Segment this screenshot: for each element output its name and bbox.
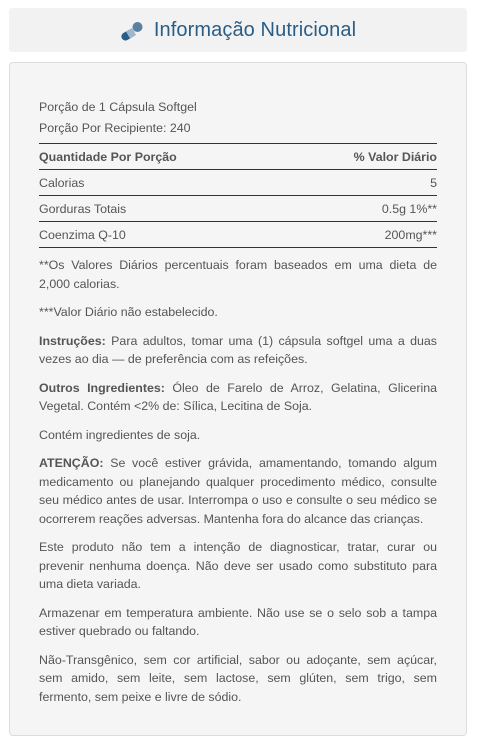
- section-title: Informação Nutricional: [153, 18, 357, 41]
- section-header: [9, 8, 467, 52]
- nutrient-name: Calorias: [39, 170, 287, 196]
- daily-values-note: **Os Valores Diários percentuais foram baseados em uma dieta de 2,000 calorias.: [39, 258, 437, 291]
- nutrient-name: Gorduras Totais: [39, 196, 287, 222]
- column-header-amount: Quantidade Por Porção: [39, 144, 287, 170]
- servings-per-container: Porção Por Recipiente: 240: [39, 121, 191, 135]
- nutrition-panel: [9, 62, 467, 736]
- nutrition-facts-table: [39, 143, 437, 248]
- table-row: [39, 170, 437, 196]
- serving-size: Porção de 1 Cápsula Softgel: [39, 100, 197, 114]
- nutrient-value: 0.5g 1%**: [287, 196, 437, 222]
- warning-label: ATENÇÃO:: [39, 456, 104, 470]
- disclaimer-paragraph: Este produto não tem a intenção de diagnosticar, tratar, curar ou prevenir nenhuma doença. Não deve ser usado como substituto para uma dieta variada.: [39, 540, 437, 591]
- warning-text: Se você estiver grávida, amamentando, tomando algum medicamento ou planejando qualquer procedimento médico, consulte seu médico antes de usar. Interrompa o uso e consulte o seu médico se ocorrerem reações adversas. Mantenha fora do alcance das crianças.: [39, 456, 437, 526]
- nutrient-value: 200mg***: [287, 222, 437, 248]
- table-row: [39, 222, 437, 248]
- ingredients-text: Óleo de Farelo de Arroz, Gelatina, Glicerina Vegetal. Contém <2% de: Sílica, Lecitina de Soja.: [39, 380, 437, 413]
- column-header-daily-value: % Valor Diário: [287, 144, 437, 170]
- not-established-note: ***Valor Diário não estabelecido.: [39, 305, 218, 319]
- free-of-paragraph: Não-Transgênico, sem cor artificial, sabor ou adoçante, sem açúcar, sem amido, sem leite, sem lactose, sem glúten, sem trigo, sem fermento, sem peixe e livre de sódio.: [39, 652, 437, 704]
- instructions-label: Instruções:: [39, 333, 106, 348]
- nutrient-name: Coenzima Q-10: [39, 222, 287, 248]
- ingredients-paragraph: [39, 379, 437, 416]
- ingredients-label: Outros Ingredientes:: [39, 380, 165, 395]
- notes-section: [39, 256, 437, 706]
- warning-paragraph: [39, 454, 437, 528]
- instructions-paragraph: [39, 332, 437, 369]
- table-row: [39, 196, 437, 222]
- soy-note: Contém ingredientes de soja.: [39, 427, 201, 442]
- storage-paragraph: Armazenar em temperatura ambiente. Não use se o selo sob a tampa estiver quebrado ou faltando.: [39, 605, 437, 638]
- nutrient-value: 5: [287, 170, 437, 196]
- instructions-text: Para adultos, tomar uma (1) cápsula softgel uma a duas vezes ao dia — de preferência com as refeições.: [39, 333, 437, 366]
- table-header-row: [39, 144, 437, 170]
- pill-icon: [120, 21, 146, 43]
